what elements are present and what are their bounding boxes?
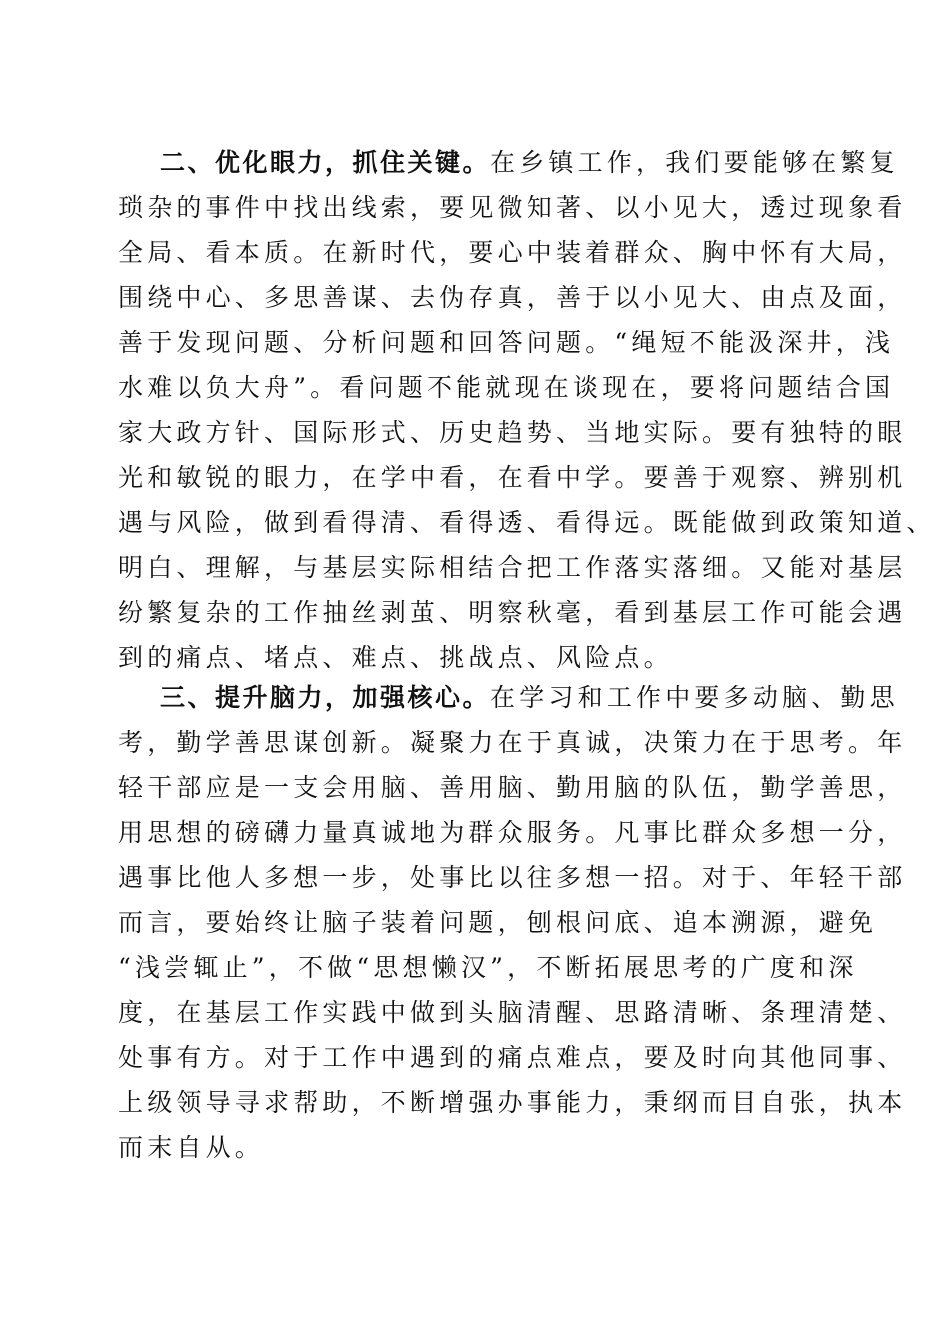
paragraph-line: 水难以负大舟”。看问题不能就现在谈现在，要将问题结合国	[118, 373, 895, 402]
paragraph-line: “浅尝辄止”，不做“思想懒汉”，不断拓展思考的广度和深	[118, 953, 858, 982]
paragraph-text: 在乡镇工作，我们要能够在繁复	[490, 148, 899, 177]
paragraph-line: 上级领导寻求帮助，不断增强办事能力，秉纲而目自张，执本	[118, 1088, 907, 1117]
paragraph-line: 处事有方。对于工作中遇到的痛点难点，要及时向其他同事、	[118, 1043, 907, 1072]
paragraph-line: 围绕中心、多思善谋、去伪存真，善于以小见大、由点及面，	[118, 283, 907, 312]
paragraph-line: 明白、理解，与基层实际相结合把工作落实落细。又能对基层	[118, 553, 907, 582]
paragraph-line: 轻干部应是一支会用脑、善用脑、勤用脑的队伍，勤学善思，	[118, 773, 907, 802]
paragraph-line: 家大政方针、国际形式、历史趋势、当地实际。要有独特的眼	[118, 418, 907, 447]
paragraph-text: 在学习和工作中要多动脑、勤思	[490, 683, 899, 712]
paragraph-line: 纷繁复杂的工作抽丝剥茧、明察秋毫，看到基层工作可能会遇	[118, 598, 907, 627]
paragraph-line: 度，在基层工作实践中做到头脑清醒、思路清晰、条理清楚、	[118, 998, 907, 1027]
paragraph-line: 遇事比他人多想一步，处事比以往多想一招。对于、年轻干部	[118, 863, 907, 892]
section-heading: 二、优化眼力，抓住关键。	[160, 148, 491, 177]
paragraph-line: 考，勤学善思谋创新。凝聚力在于真诚，决策力在于思考。年	[118, 728, 907, 757]
paragraph-line: 而末自从。	[118, 1133, 265, 1162]
paragraph-line: 到的痛点、堵点、难点、挑战点、风险点。	[118, 643, 673, 672]
section-heading: 三、提升脑力，加强核心。	[160, 683, 491, 712]
paragraph-line: 遇与风险，做到看得清、看得透、看得远。既能做到政策知道、	[118, 508, 936, 537]
paragraph-line: 用思想的磅礴力量真诚地为群众服务。凡事比群众多想一分，	[118, 818, 907, 847]
paragraph-line: 全局、看本质。在新时代，要心中装着群众、胸中怀有大局，	[118, 238, 907, 267]
paragraph-line: 光和敏锐的眼力，在学中看，在看中学。要善于观察、辨别机	[118, 463, 907, 492]
paragraph-line	[160, 676, 899, 720]
paragraph-line	[160, 141, 899, 185]
paragraph-line: 善于发现问题、分析问题和回答问题。“绳短不能汲深井，浅	[118, 328, 895, 357]
paragraph-line: 琐杂的事件中找出线索，要见微知著、以小见大，透过现象看	[118, 193, 907, 222]
paragraph-line: 而言，要始终让脑子装着问题，刨根问底、追本溯源，避免	[118, 908, 878, 937]
